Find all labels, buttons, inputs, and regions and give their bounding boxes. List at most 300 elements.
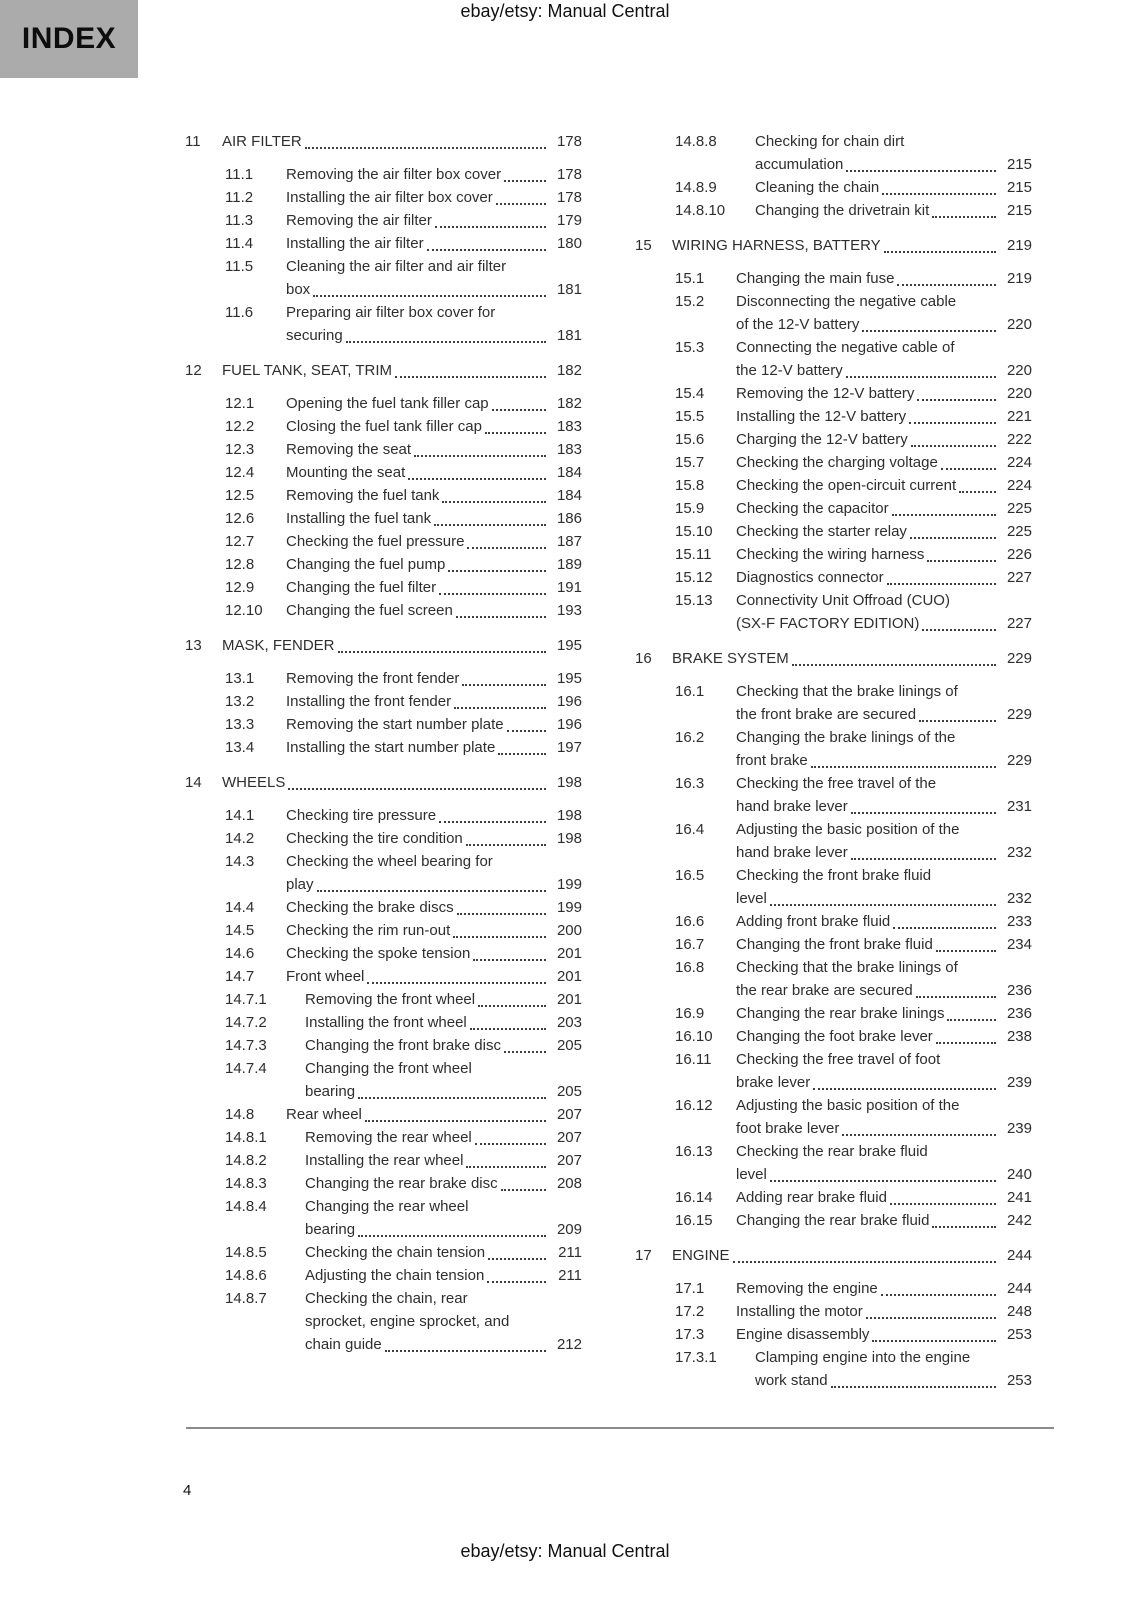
toc-leader-dots xyxy=(467,547,546,549)
toc-entry xyxy=(225,827,582,850)
toc-entry xyxy=(225,415,582,438)
toc-leader-dots xyxy=(338,651,546,653)
toc-entry-number: 13.2 xyxy=(225,693,255,710)
toc-entry xyxy=(675,1323,1032,1346)
toc-leader-dots xyxy=(922,629,996,631)
toc-entry-page: 225 xyxy=(1006,523,1032,540)
toc-leader-dots xyxy=(470,1028,546,1030)
toc-entry-number: 16.15 xyxy=(675,1212,713,1229)
toc-section-title: FUEL TANK, SEAT, TRIM xyxy=(222,362,393,379)
toc-entry-title: the 12-V battery xyxy=(736,362,843,379)
toc-entry-title: Removing the 12-V battery xyxy=(736,385,915,402)
toc-entry xyxy=(225,942,582,965)
toc-entry-title: sprocket, engine sprocket, and xyxy=(305,1313,510,1330)
toc-entry-title: securing xyxy=(286,327,343,344)
toc-entry-title: Changing the main fuse xyxy=(736,270,895,287)
toc-entry-page: 220 xyxy=(1006,316,1032,333)
toc-entry xyxy=(225,461,582,484)
toc-section-heading xyxy=(185,771,582,794)
toc-leader-dots xyxy=(305,147,546,149)
toc-leader-dots xyxy=(947,1019,996,1021)
toc-leader-dots xyxy=(454,707,546,709)
footer-divider xyxy=(186,1427,1054,1429)
toc-line xyxy=(225,1126,582,1149)
toc-entry xyxy=(225,1149,582,1172)
toc-leader-dots xyxy=(501,1189,546,1191)
toc-leader-dots xyxy=(427,249,546,251)
toc-section-heading xyxy=(185,359,582,382)
toc-line xyxy=(225,392,582,415)
toc-entry xyxy=(225,255,582,301)
toc-line xyxy=(675,359,1032,382)
toc-entry-number: 11.6 xyxy=(225,304,254,321)
toc-line xyxy=(225,988,582,1011)
toc-entry xyxy=(675,818,1032,864)
toc-entry xyxy=(225,392,582,415)
toc-entry-page: 200 xyxy=(556,922,582,939)
toc-entry-number: 17.3 xyxy=(675,1326,705,1343)
toc-line xyxy=(225,232,582,255)
toc-entry xyxy=(675,1094,1032,1140)
toc-line xyxy=(225,1310,582,1333)
toc-entry-title: Checking for chain dirt xyxy=(755,133,905,150)
toc-entry-title: Changing the foot brake lever xyxy=(736,1028,933,1045)
toc-leader-dots xyxy=(442,501,546,503)
toc-entry xyxy=(225,186,582,209)
toc-entry-title: bearing xyxy=(305,1221,356,1238)
toc-entry-page: 220 xyxy=(1006,385,1032,402)
footer-title: ebay/etsy: Manual Central xyxy=(460,1541,670,1561)
toc-entry-number: 15.3 xyxy=(675,339,705,356)
toc-entry-number: 16.11 xyxy=(675,1051,712,1068)
toc-entry xyxy=(675,130,1032,176)
toc-entry-page: 244 xyxy=(1006,1247,1032,1264)
toc-entry-page: 239 xyxy=(1006,1120,1032,1137)
toc-line xyxy=(675,153,1032,176)
toc-entry-number: 16.1 xyxy=(675,683,705,700)
toc-entry-number: 17.1 xyxy=(675,1280,705,1297)
toc-entry-title: brake lever xyxy=(736,1074,811,1091)
toc-entry-number: 11.3 xyxy=(225,212,254,229)
toc-entry xyxy=(225,1287,582,1356)
toc-leader-dots xyxy=(892,514,996,516)
toc-line xyxy=(225,873,582,896)
toc-entry-group xyxy=(185,392,582,622)
toc-leader-dots xyxy=(862,330,996,332)
toc-leader-dots xyxy=(881,1294,996,1296)
toc-entry-page: 220 xyxy=(1006,362,1032,379)
toc-line xyxy=(675,336,1032,359)
toc-leader-dots xyxy=(358,1235,546,1237)
toc-line xyxy=(675,749,1032,772)
toc-entry-title: Checking the chain tension xyxy=(305,1244,486,1261)
toc-entry-page: 215 xyxy=(1006,202,1032,219)
toc-entry-title: Mounting the seat xyxy=(286,464,406,481)
toc-entry xyxy=(675,520,1032,543)
toc-entry-number: 13.4 xyxy=(225,739,255,756)
toc-line xyxy=(225,278,582,301)
toc-entry-title: Preparing air filter box cover for xyxy=(286,304,496,321)
toc-line xyxy=(675,956,1032,979)
toc-entry-title: Installing the air filter xyxy=(286,235,424,252)
toc-entry-title: Changing the rear wheel xyxy=(305,1198,469,1215)
toc-line xyxy=(225,553,582,576)
toc-leader-dots xyxy=(385,1350,546,1352)
toc-entry xyxy=(225,1057,582,1103)
toc-section-number: 11 xyxy=(185,133,201,150)
toc-leader-dots xyxy=(434,524,546,526)
toc-leader-dots xyxy=(466,844,546,846)
toc-entry-title: Installing the air filter box cover xyxy=(286,189,493,206)
toc-entry-page: 219 xyxy=(1006,270,1032,287)
toc-line xyxy=(675,267,1032,290)
toc-entry-number: 12.6 xyxy=(225,510,255,527)
toc-leader-dots xyxy=(462,684,546,686)
toc-line xyxy=(675,1209,1032,1232)
toc-leader-dots xyxy=(909,422,996,424)
toc-entry-title: Cleaning the chain xyxy=(755,179,880,196)
toc-entry-page: 189 xyxy=(556,556,582,573)
toc-leader-dots xyxy=(346,341,546,343)
toc-leader-dots xyxy=(927,560,996,562)
toc-entry-page: 224 xyxy=(1006,454,1032,471)
toc-line xyxy=(675,566,1032,589)
toc-leader-dots xyxy=(488,1258,546,1260)
toc-leader-dots xyxy=(492,409,546,411)
toc-line xyxy=(225,827,582,850)
toc-leader-dots xyxy=(932,216,996,218)
toc-section-heading xyxy=(635,1244,1032,1267)
toc-line xyxy=(675,405,1032,428)
toc-entry-number: 14.2 xyxy=(225,830,255,847)
toc-leader-dots xyxy=(456,616,546,618)
toc-entry-page: 239 xyxy=(1006,1074,1032,1091)
toc-entry-group xyxy=(185,667,582,759)
toc-entry xyxy=(675,176,1032,199)
toc-section-number: 12 xyxy=(185,362,202,379)
toc-entry-title: Checking the fuel pressure xyxy=(286,533,465,550)
toc-entry-title: Checking tire pressure xyxy=(286,807,437,824)
toc-entry-title: Changing the fuel pump xyxy=(286,556,446,573)
toc-entry-number: 14.4 xyxy=(225,899,255,916)
toc-entry-page: 253 xyxy=(1006,1372,1032,1389)
toc-entry-title: Rear wheel xyxy=(286,1106,362,1123)
toc-entry-page: 240 xyxy=(1006,1166,1032,1183)
toc-entry xyxy=(675,726,1032,772)
toc-leader-dots xyxy=(919,720,996,722)
toc-entry-page: 201 xyxy=(556,968,582,985)
toc-entry-number: 12.5 xyxy=(225,487,255,504)
toc-entry xyxy=(675,336,1032,382)
toc-entry xyxy=(225,804,582,827)
toc-leader-dots xyxy=(851,858,996,860)
toc-entry xyxy=(675,1025,1032,1048)
toc-entry xyxy=(675,1300,1032,1323)
toc-entry-title: Removing the front wheel xyxy=(305,991,476,1008)
toc-leader-dots xyxy=(496,203,546,205)
toc-line xyxy=(675,1048,1032,1071)
toc-entry-number: 15.9 xyxy=(675,500,705,517)
toc-entry-page: 207 xyxy=(556,1106,582,1123)
toc-entry-title: Checking the starter relay xyxy=(736,523,907,540)
toc-entry xyxy=(675,956,1032,1002)
toc-leader-dots xyxy=(811,766,996,768)
toc-entry-title: Changing the brake linings of the xyxy=(736,729,956,746)
toc-entry-page: 209 xyxy=(556,1221,582,1238)
toc-line xyxy=(675,1117,1032,1140)
toc-line xyxy=(225,942,582,965)
toc-leader-dots xyxy=(770,904,996,906)
toc-entry xyxy=(675,680,1032,726)
toc-entry xyxy=(225,1126,582,1149)
toc-entry xyxy=(225,1172,582,1195)
toc-entry-page: 191 xyxy=(556,579,582,596)
toc-entry-title: Checking the wheel bearing for xyxy=(286,853,493,870)
toc-section-title: ENGINE xyxy=(672,1247,730,1264)
toc-entry-group xyxy=(635,1277,1032,1392)
toc-line xyxy=(225,484,582,507)
toc-entry xyxy=(225,1034,582,1057)
toc-entry-title: work stand xyxy=(755,1372,828,1389)
toc-entry-page: 178 xyxy=(556,166,582,183)
toc-entry-title: Removing the start number plate xyxy=(286,716,504,733)
toc-entry-title: Checking the front brake fluid xyxy=(736,867,932,884)
toc-line xyxy=(225,1195,582,1218)
toc-entry-title: Checking the tire condition xyxy=(286,830,463,847)
toc-leader-dots xyxy=(435,226,546,228)
toc-entry-number: 16.5 xyxy=(675,867,705,884)
toc-entry xyxy=(675,451,1032,474)
toc-entry-title: Connectivity Unit Offroad (CUO) xyxy=(736,592,950,609)
toc-entry-title: Disconnecting the negative cable xyxy=(736,293,957,310)
toc-section-number: 16 xyxy=(635,650,652,667)
toc-line xyxy=(675,1346,1032,1369)
toc-line xyxy=(635,647,1032,670)
toc-section-heading xyxy=(635,234,1032,257)
toc-line xyxy=(225,1333,582,1356)
toc-entry-number: 16.12 xyxy=(675,1097,713,1114)
toc-line xyxy=(225,736,582,759)
toc-line xyxy=(225,1149,582,1172)
toc-line xyxy=(675,841,1032,864)
toc-entry-number: 15.1 xyxy=(675,270,705,287)
toc-entry-page: 179 xyxy=(556,212,582,229)
toc-entry-title: the front brake are secured xyxy=(736,706,917,723)
toc-leader-dots xyxy=(959,491,996,493)
toc-entry-title: level xyxy=(736,1166,767,1183)
toc-section-number: 17 xyxy=(635,1247,652,1264)
toc-line xyxy=(675,451,1032,474)
toc-entry-page: 222 xyxy=(1006,431,1032,448)
toc-entry-title: accumulation xyxy=(755,156,844,173)
toc-line xyxy=(675,703,1032,726)
toc-entry-number: 12.10 xyxy=(225,602,263,619)
toc-line xyxy=(225,850,582,873)
toc-line xyxy=(675,726,1032,749)
toc-entry-number: 16.9 xyxy=(675,1005,705,1022)
toc-entry-number: 11.5 xyxy=(225,258,254,275)
toc-entry-number: 13.3 xyxy=(225,716,255,733)
toc-entry-number: 14.8.1 xyxy=(225,1129,267,1146)
page-number: 4 xyxy=(183,1482,192,1499)
toc-line xyxy=(675,1094,1032,1117)
toc-entry-title: Opening the fuel tank filler cap xyxy=(286,395,489,412)
toc-leader-dots xyxy=(453,936,546,938)
toc-leader-dots xyxy=(884,251,996,253)
toc-section-heading xyxy=(635,647,1032,670)
toc-leader-dots xyxy=(792,664,996,666)
toc-entry-number: 11.2 xyxy=(225,189,254,206)
toc-entry-page: 233 xyxy=(1006,913,1032,930)
toc-entry xyxy=(225,576,582,599)
toc-entry-page: 224 xyxy=(1006,477,1032,494)
toc-line xyxy=(675,933,1032,956)
toc-entry-number: 14.8 xyxy=(225,1106,255,1123)
toc-entry-title: Front wheel xyxy=(286,968,365,985)
toc-entry-number: 13.1 xyxy=(225,670,255,687)
toc-line xyxy=(225,965,582,988)
toc-entry-title: hand brake lever xyxy=(736,798,848,815)
toc-line xyxy=(225,1172,582,1195)
toc-leader-dots xyxy=(932,1226,996,1228)
toc-entry-title: Checking the rim run-out xyxy=(286,922,451,939)
toc-entry-title: of the 12-V battery xyxy=(736,316,860,333)
toc-entry xyxy=(675,910,1032,933)
toc-entry-page: 225 xyxy=(1006,500,1032,517)
toc-entry-number: 14.5 xyxy=(225,922,255,939)
toc-entry-page: 229 xyxy=(1006,706,1032,723)
toc-entry-number: 17.2 xyxy=(675,1303,705,1320)
toc-entry-page: 198 xyxy=(556,807,582,824)
toc-leader-dots xyxy=(866,1317,996,1319)
toc-leader-dots xyxy=(941,468,996,470)
toc-entry-title: Changing the front brake disc xyxy=(305,1037,501,1054)
toc-leader-dots xyxy=(414,455,546,457)
toc-entry-title: Removing the air filter box cover xyxy=(286,166,502,183)
toc-entry-title: Checking the chain, rear xyxy=(305,1290,468,1307)
toc-entry-title: Removing the rear wheel xyxy=(305,1129,472,1146)
toc-entry-page: 244 xyxy=(1006,1280,1032,1297)
toc-entry-title: level xyxy=(736,890,767,907)
toc-leader-dots xyxy=(313,295,546,297)
toc-entry-title: Checking that the brake linings of xyxy=(736,959,958,976)
toc-entry-page: 215 xyxy=(1006,156,1032,173)
toc-entry-title: Adjusting the basic position of the xyxy=(736,1097,960,1114)
toc-entry-title: Checking the charging voltage xyxy=(736,454,938,471)
toc-entry-number: 14.7.4 xyxy=(225,1060,267,1077)
toc-line xyxy=(675,313,1032,336)
toc-line xyxy=(675,474,1032,497)
toc-entry-page: 201 xyxy=(556,945,582,962)
toc-entry-number: 15.8 xyxy=(675,477,705,494)
toc-line xyxy=(675,520,1032,543)
toc-line xyxy=(675,979,1032,1002)
toc-entry xyxy=(225,896,582,919)
toc-entry xyxy=(225,1011,582,1034)
toc-entry-title: Checking that the brake linings of xyxy=(736,683,958,700)
toc-entry-number: 16.14 xyxy=(675,1189,713,1206)
toc-entry-title: hand brake lever xyxy=(736,844,848,861)
toc-entry-page: 197 xyxy=(556,739,582,756)
toc-line xyxy=(225,667,582,690)
toc-leader-dots xyxy=(911,445,996,447)
toc-entry-number: 14.8.3 xyxy=(225,1175,267,1192)
toc-line xyxy=(225,1011,582,1034)
toc-line xyxy=(675,1186,1032,1209)
toc-entry-title: Installing the rear wheel xyxy=(305,1152,464,1169)
toc-entry-title: bearing xyxy=(305,1083,356,1100)
toc-entry-number: 16.4 xyxy=(675,821,705,838)
toc-entry-page: 205 xyxy=(556,1083,582,1100)
toc-column-right xyxy=(635,130,1032,1392)
toc-entry xyxy=(675,864,1032,910)
toc-leader-dots xyxy=(936,1042,996,1044)
toc-entry xyxy=(225,919,582,942)
toc-entry-title: Removing the air filter xyxy=(286,212,432,229)
toc-entry-number: 11.4 xyxy=(225,235,254,252)
toc-leader-dots xyxy=(466,1166,546,1168)
toc-line xyxy=(225,1103,582,1126)
toc-entry-title: Checking the wiring harness xyxy=(736,546,925,563)
toc-entry-number: 15.4 xyxy=(675,385,705,402)
toc-entry xyxy=(675,1186,1032,1209)
toc-entry-title: Installing the fuel tank xyxy=(286,510,432,527)
toc-leader-dots xyxy=(365,1120,546,1122)
toc-entry-page: 187 xyxy=(556,533,582,550)
toc-leader-dots xyxy=(358,1097,546,1099)
toc-leader-dots xyxy=(504,1051,546,1053)
toc-entry-number: 12.7 xyxy=(225,533,255,550)
toc-entry-number: 14.8.9 xyxy=(675,179,717,196)
toc-entry-number: 14.7.2 xyxy=(225,1014,267,1031)
toc-entry xyxy=(225,232,582,255)
toc-leader-dots xyxy=(507,730,546,732)
toc-entry-number: 16.8 xyxy=(675,959,705,976)
toc-leader-dots xyxy=(897,284,996,286)
toc-entry-page: 199 xyxy=(556,899,582,916)
toc-leader-dots xyxy=(485,432,546,434)
toc-entry-page: 198 xyxy=(556,774,582,791)
toc-entry-number: 15.6 xyxy=(675,431,705,448)
toc-line xyxy=(225,1241,582,1264)
toc-leader-dots xyxy=(487,1281,546,1283)
toc-line xyxy=(675,290,1032,313)
toc-entry xyxy=(225,484,582,507)
toc-entry-page: 221 xyxy=(1006,408,1032,425)
toc-entry-title: Checking the free travel of the xyxy=(736,775,937,792)
toc-entry-title: (SX-F FACTORY EDITION) xyxy=(736,615,920,632)
toc-line xyxy=(675,795,1032,818)
toc-line xyxy=(225,1218,582,1241)
toc-entry-number: 16.2 xyxy=(675,729,705,746)
toc-line xyxy=(225,1287,582,1310)
toc-leader-dots xyxy=(887,583,996,585)
toc-entry-page: 182 xyxy=(556,395,582,412)
toc-entry-number: 14.7 xyxy=(225,968,255,985)
toc-line xyxy=(675,1140,1032,1163)
toc-entry-number: 14.8.10 xyxy=(675,202,726,219)
toc-entry-group xyxy=(635,267,1032,635)
toc-entry xyxy=(675,772,1032,818)
toc-line xyxy=(675,176,1032,199)
toc-entry xyxy=(225,438,582,461)
toc-entry-title: Changing the fuel filter xyxy=(286,579,437,596)
toc-entry-page: 195 xyxy=(556,637,582,654)
toc-entry xyxy=(225,507,582,530)
toc-entry-number: 14.3 xyxy=(225,853,255,870)
toc-line xyxy=(675,818,1032,841)
toc-entry-title: Changing the front wheel xyxy=(305,1060,472,1077)
